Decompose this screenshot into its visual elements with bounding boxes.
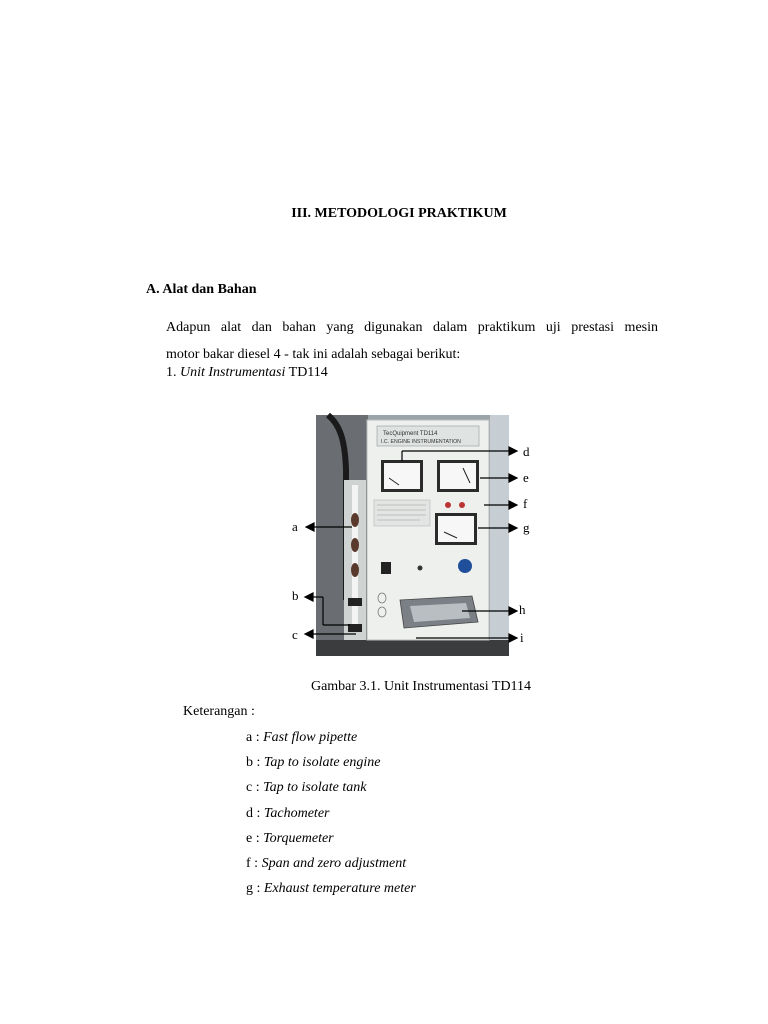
arrowhead-g (509, 524, 517, 532)
legend-text: Tap to isolate engine (263, 755, 381, 770)
tap-b (348, 598, 362, 606)
figure-caption: Gambar 3.1. Unit Instrumentasi TD114 (310, 679, 532, 694)
list-item-italic: Unit Instrumentasi (180, 365, 286, 380)
label-c: c (292, 627, 298, 642)
torquemeter-face (440, 463, 476, 489)
legend-item (246, 780, 366, 796)
label-i: i (520, 630, 524, 645)
pipette-bulb-2 (351, 538, 359, 552)
arrowhead-c (305, 630, 313, 638)
panel-brand: TecQuipment TD114 (383, 431, 438, 437)
arrowhead-a (306, 523, 314, 531)
list-number: 1. (166, 365, 177, 380)
label-a: a (292, 519, 298, 534)
legend-text: Fast flow pipette (263, 730, 358, 745)
arrowhead-f (509, 501, 517, 509)
legend-text: Exhaust temperature meter (263, 881, 416, 896)
arrowhead-d (509, 447, 517, 455)
legend-key: f : (246, 856, 259, 871)
panel-blue-button (458, 559, 472, 573)
pipette-tube (352, 485, 358, 630)
arrowhead-h (509, 607, 517, 615)
label-d: d (523, 444, 530, 459)
tap-c (348, 624, 362, 632)
legend-text: Tachometer (263, 806, 330, 821)
panel-switch (381, 562, 391, 574)
panel-subtitle: I.C. ENGINE INSTRUMENTATION (381, 439, 461, 445)
legend-text: Tap to isolate tank (263, 780, 367, 795)
list-item-rest: TD114 (285, 365, 328, 380)
pipette-bulb-1 (351, 513, 359, 527)
label-f: f (523, 496, 528, 511)
legend-item (246, 806, 329, 822)
label-e: e (523, 470, 529, 485)
legend-item (246, 881, 416, 897)
label-h: h (519, 602, 526, 617)
panel-indicator (418, 566, 423, 571)
exhaust-meter-face (438, 516, 474, 542)
paragraph-line-1: Adapun alat dan bahan yang digunakan dalam praktikum uji prestasi mesin (166, 320, 658, 335)
paragraph-line-2: motor bakar diesel 4 - tak ini adalah sebagai berikut: (166, 347, 461, 362)
span-knob (459, 502, 465, 508)
arrowhead-e (509, 474, 517, 482)
legend-text: Torquemeter (263, 831, 334, 846)
zero-knob (445, 502, 451, 508)
legend-key: a : (246, 730, 260, 745)
arrowhead-i (509, 634, 517, 642)
legend-item (246, 730, 357, 746)
chapter-heading: III. METODOLOGI PRAKTIKUM (291, 206, 507, 221)
arrowhead-b (305, 593, 313, 601)
legend-item (246, 831, 334, 847)
panel-instructions (374, 500, 430, 526)
photo-floor (316, 640, 509, 656)
pipette-bulb-3 (351, 563, 359, 577)
legend-key: d : (246, 806, 261, 821)
legend-key: b : (246, 755, 261, 770)
label-g: g (523, 520, 530, 535)
legend-item (246, 856, 406, 872)
legend-key: g : (246, 881, 261, 896)
section-heading: A. Alat dan Bahan (146, 282, 257, 297)
legend-key: c : (246, 780, 260, 795)
legend-key: e : (246, 831, 260, 846)
tachometer-face (384, 463, 420, 489)
label-b: b (292, 588, 299, 603)
legend-text: Span and zero adjustment (261, 856, 407, 871)
legend-item (246, 755, 380, 771)
keterangan-label: Keterangan : (183, 704, 255, 719)
